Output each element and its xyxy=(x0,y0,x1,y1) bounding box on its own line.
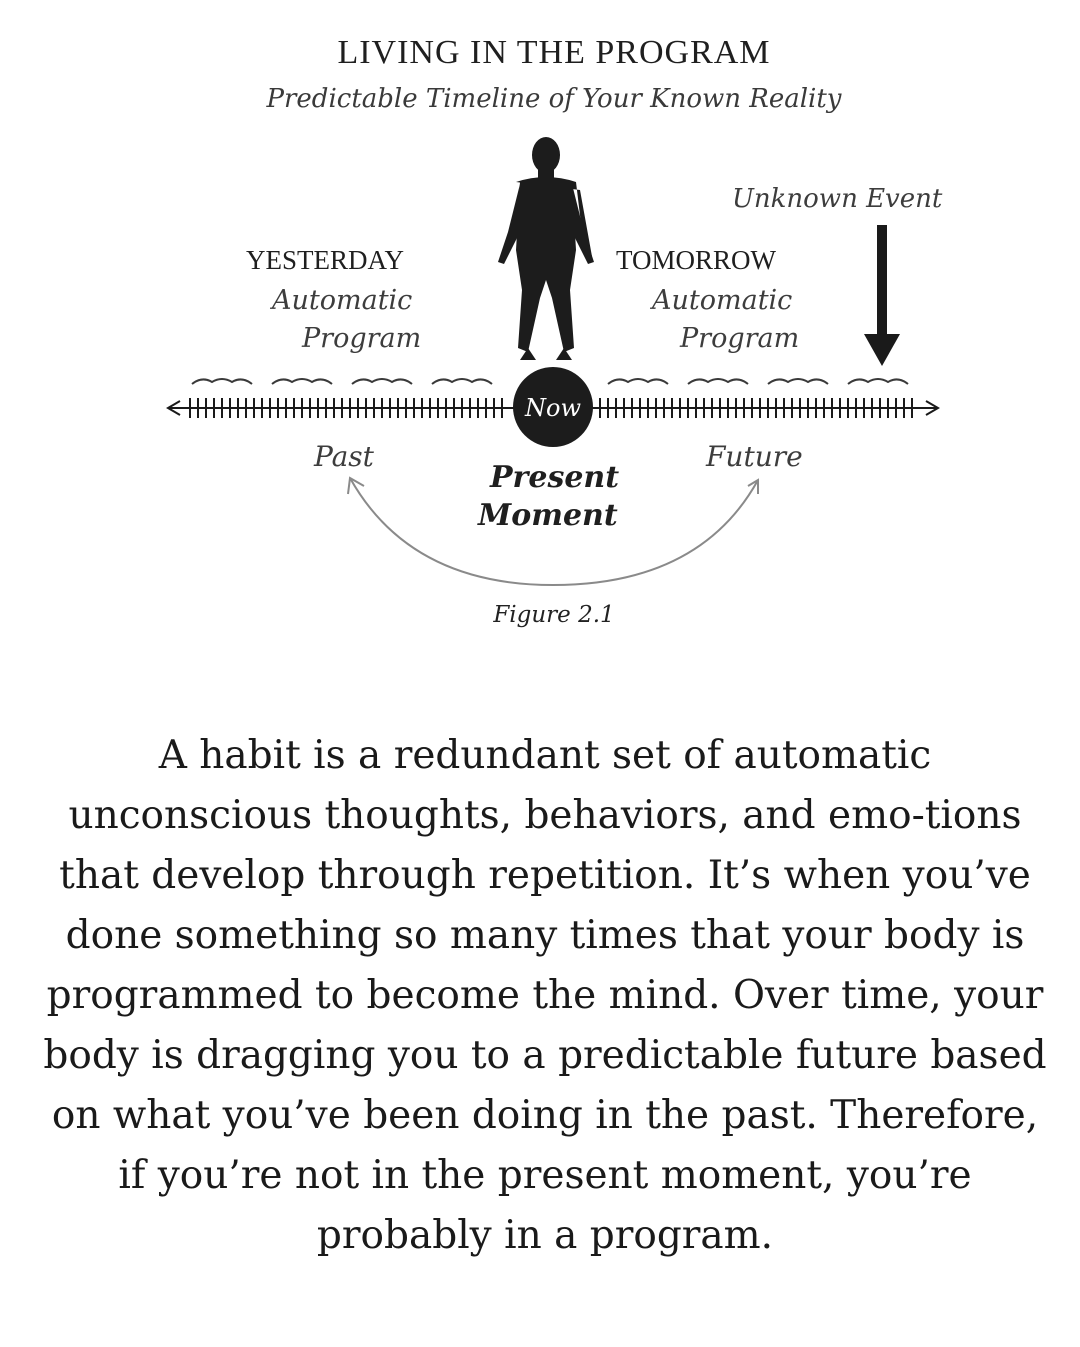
unknown-event-label: Unknown Event xyxy=(732,184,943,214)
diagram-title: LIVING IN THE PROGRAM xyxy=(337,34,771,71)
now-label: Now xyxy=(525,394,581,422)
tomorrow-heading: TOMORROW xyxy=(616,245,777,275)
yesterday-program: Program xyxy=(302,323,422,354)
body-paragraph: A habit is a redundant set of automatic unconscious thoughts, behaviors, and emo-tions that develop through repetition. It’s when you’ve done something so many times that your body is programmed to become the mind. Over time, your body is dragging you to a predictable future based on what you’ve been doing in the past. Therefore, if you’re not in the present moment, you’re probably in a program. xyxy=(43,733,1047,1258)
yesterday-automatic: Automatic xyxy=(272,285,413,316)
human-figure-icon xyxy=(498,137,594,360)
figure-caption: Figure 2.1 xyxy=(493,602,615,628)
past-label: Past xyxy=(314,440,374,473)
future-label: Future xyxy=(706,440,803,473)
diagram-subtitle: Predictable Timeline of Your Known Reality xyxy=(266,84,842,114)
yesterday-heading: YESTERDAY xyxy=(246,245,405,275)
tomorrow-automatic: Automatic xyxy=(652,285,793,316)
present-label: Present xyxy=(490,460,620,495)
now-marker xyxy=(513,367,593,447)
tomorrow-program: Program xyxy=(680,323,800,354)
timeline-diagram xyxy=(0,0,1080,640)
moment-label: Moment xyxy=(478,498,618,533)
down-arrow-icon xyxy=(864,225,900,366)
